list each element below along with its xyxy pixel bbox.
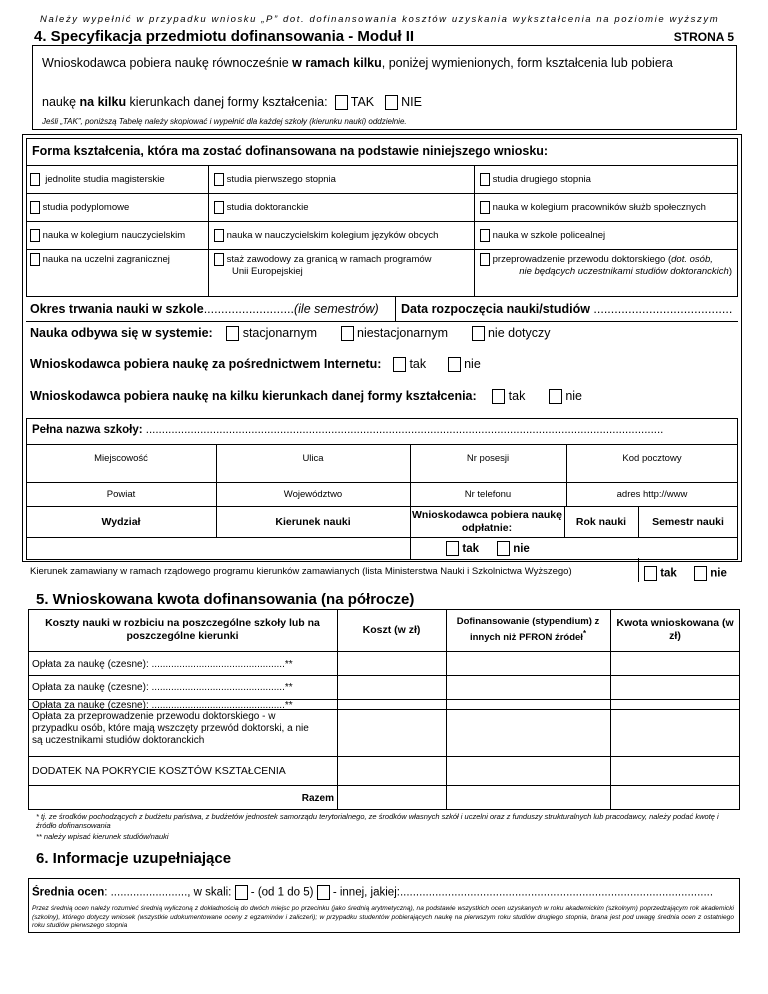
koszty-header: Koszty nauki w rozbiciu na poszczególne szkoły lub na poszczególne kierunki: [45, 617, 320, 642]
intro-line-2: [42, 95, 422, 110]
checkbox[interactable]: [214, 229, 224, 242]
option-label: niestacjonarnym: [357, 326, 449, 340]
option-label: studia podyplomowe: [42, 202, 130, 213]
data-rozp-field[interactable]: ........................................: [589, 302, 733, 316]
powiat-header: Powiat: [106, 488, 136, 500]
forma-title: Forma kształcenia, która ma zostać dofinansowana na podstawie niniejszego wniosku:: [32, 144, 549, 158]
option-label: studia drugiego stopnia: [492, 174, 591, 185]
forma-option[interactable]: [30, 194, 129, 221]
section-title: 4. Specyfikacja przedmiotu dofinansowania - Moduł II: [34, 28, 415, 45]
skala-inna-text: - innej, jakiej:..................................................................................................: [329, 886, 714, 899]
forma-option-staz[interactable]: [214, 253, 472, 277]
option-label: nauka w kolegium nauczycielskim: [42, 230, 186, 241]
internet-label: Wnioskodawca pobiera naukę za pośrednictwem Internetu:: [30, 357, 382, 371]
checkbox[interactable]: [480, 253, 490, 266]
intro-bold: na kilku: [79, 95, 127, 109]
forma-option-przewod-doktorski[interactable]: [480, 253, 736, 277]
checkbox[interactable]: [214, 201, 224, 214]
data-rozpoczecia: [401, 302, 732, 316]
forma-option[interactable]: [214, 222, 438, 249]
forma-option[interactable]: [480, 222, 605, 249]
srednia-row: [32, 885, 738, 900]
oplata-row-3: Opłata za naukę (czesne): ................................................**: [32, 699, 293, 711]
adres-www-header: adres http://www: [616, 488, 688, 500]
option-label: studia pierwszego stopnia: [226, 174, 336, 185]
dofinansowanie-header: [446, 612, 610, 648]
forma-option[interactable]: [480, 194, 706, 221]
option-label: nauka w nauczycielskim kolegium języków obcych: [226, 230, 439, 241]
kilka-label: Wnioskodawca pobiera naukę na kilku kierunkach danej formy kształcenia:: [30, 389, 477, 403]
nie-label: NIE: [401, 95, 422, 109]
option-label: staż zawodowy za granicą w ramach programów: [226, 254, 432, 266]
zamawiany-options: [644, 566, 727, 581]
checkbox[interactable]: [480, 229, 490, 242]
okres-label: Okres trwania nauki w szkole: [30, 302, 204, 316]
odplatnie-options: [410, 538, 566, 559]
section-4-title: [34, 28, 734, 46]
option-label: stacjonarnym: [242, 326, 318, 340]
odplatnie-header: Wnioskodawca pobiera naukę odpłatnie:: [412, 509, 562, 534]
forma-option[interactable]: [214, 166, 336, 193]
kilka-tak-checkbox[interactable]: [492, 389, 505, 404]
skala-text: - (od 1 do 5): [247, 886, 314, 899]
intro-line-1: [42, 56, 732, 70]
option-label: dot. osób,: [671, 254, 713, 266]
dofinansowanie-header-text: Dofinansowanie (stypendium) z innych niż PFRON źródeł: [456, 615, 600, 644]
intro-text: , poniżej wymienionych, form kształcenia lub pobiera: [381, 56, 673, 70]
nr-telefonu-header: Nr telefonu: [464, 488, 512, 500]
tak-label: TAK: [350, 95, 375, 109]
tak-label: tak: [508, 389, 526, 403]
srednia-note: Przez średnią ocen należy rozumieć średnią wyliczoną z dokładnością do dwóch miejsc po przecinku (jako średnią arytmetyczną), na podstawie wszystkich ocen uzyskanych w roku akademickim (szkolnym) poprzedzającym rok akademicki (szkolny), którego dotyczy wniosek (wszystkie udokumentowane oceny z egzaminów i zaliczeń); w przypadku studentów pobierających naukę na pierwszym roku studiów drugiego stopnia, brana jest pod uwagę średnia ocen z ostatniego roku studiów pierwszego stopnia: [32, 905, 734, 929]
kilka-nie-checkbox[interactable]: [549, 389, 562, 404]
doktor-row: Opłata za przeprowadzenie przewodu doktorskiego - w przypadku osób, które mają wszczęty przewód doktorski, a nie są uczestnikami studiów doktoranckich: [32, 711, 309, 746]
odplatnie-nie-checkbox[interactable]: [497, 541, 510, 556]
skala-1-5-checkbox[interactable]: [235, 885, 248, 900]
checkbox[interactable]: [30, 253, 40, 266]
razem-row: Razem: [301, 792, 334, 804]
checkbox[interactable]: [214, 173, 224, 186]
okres-unit: (ile semestrów): [293, 302, 379, 316]
internet-tak-checkbox[interactable]: [393, 357, 406, 372]
rok-nauki-header: Rok nauki: [575, 516, 627, 528]
checkbox[interactable]: [30, 229, 40, 242]
srednia-text: : ........................, w skali:: [104, 886, 232, 899]
koszt-header: Koszt (w zł): [362, 624, 421, 636]
zamawiany-nie-checkbox[interactable]: [694, 566, 707, 581]
intro-note: Jeśli „TAK”, poniższą Tabelę należy skopiować i wypełnić dla każdej szkoły (kierunku nauki) oddzielnie.: [42, 117, 407, 126]
szkola-label: Pełna nazwa szkoły:: [32, 424, 143, 436]
niestacjonarnym-checkbox[interactable]: [341, 326, 354, 341]
option-label: nie dotyczy: [487, 326, 551, 340]
forma-option[interactable]: [214, 194, 309, 221]
internet-nie-checkbox[interactable]: [448, 357, 461, 372]
system-row: [30, 326, 551, 341]
internet-row: [30, 357, 481, 372]
szkola-field[interactable]: ..................................................................................................................................................................: [142, 424, 664, 436]
szkola-name-row: [32, 424, 736, 436]
checkbox[interactable]: [30, 201, 40, 214]
dodatek-row: DODATEK NA POKRYCIE KOSZTÓW KSZTAŁCENIA: [32, 765, 286, 777]
semestr-nauki-header: Semestr nauki: [652, 516, 724, 528]
forma-option[interactable]: [480, 166, 591, 193]
option-label: ): [728, 266, 732, 277]
miejscowosc-header: Miejscowość: [94, 452, 148, 464]
section-6-title: 6. Informacje uzupełniające: [36, 850, 232, 867]
tak-label: tak: [462, 542, 479, 555]
intro-tak-checkbox[interactable]: [335, 95, 348, 110]
okres-field[interactable]: ..........................: [203, 302, 294, 316]
nr-posesji-header: Nr posesji: [466, 452, 510, 464]
option-label: studia doktoranckie: [226, 202, 309, 213]
odplatnie-tak-checkbox[interactable]: [446, 541, 459, 556]
forma-option-uczelnia-zagraniczna[interactable]: [30, 253, 170, 266]
oplata-row-2: Opłata za naukę (czesne): ................................................**: [32, 681, 293, 693]
option-label: nauka w szkole policealnej: [492, 230, 606, 241]
option-label: przeprowadzenie przewodu doktorskiego (: [492, 254, 672, 266]
forma-option[interactable]: [30, 166, 165, 193]
nie-label: nie: [710, 567, 727, 580]
checkbox[interactable]: [30, 173, 40, 186]
section-5-title: 5. Wnioskowana kwota dofinansowania (na półrocze): [36, 591, 415, 608]
intro-bold: w ramach kilku: [292, 56, 382, 70]
zamawiany-tak-checkbox[interactable]: [644, 566, 657, 581]
nie-label: nie: [565, 389, 582, 403]
page-number: STRONA 5: [673, 30, 734, 44]
intro-text: Wnioskodawca pobiera naukę równocześnie: [42, 56, 293, 70]
checkbox[interactable]: [214, 253, 224, 266]
oplata-row-1: Opłata za naukę (czesne): ................................................**: [32, 658, 293, 670]
checkbox[interactable]: [480, 173, 490, 186]
srednia-label: Średnia ocen: [32, 886, 105, 899]
option-label: Unii Europejskiej: [232, 266, 303, 277]
tak-label: tak: [660, 567, 677, 580]
okres-trwania: [30, 302, 379, 316]
footnote-1: * tj. ze środków pochodzących z budżetu państwa, z budżetów jednostek samorządu terytorialnego, ze środków własnych szkół i uczelni oraz z funduszy strukturalnych lub pracodawcy, należy podać kwotę i źródło dofinansowania: [36, 812, 719, 830]
kod-pocztowy-header: Kod pocztowy: [622, 452, 682, 464]
option-label: nauka w kolegium pracowników służb społecznych: [492, 202, 706, 213]
option-label: jednolite studia magisterskie: [45, 174, 165, 185]
kilka-row: [30, 389, 582, 404]
kwota-wnioskowana-header: Kwota wnioskowana (w zł): [616, 617, 734, 642]
nie-label: nie: [513, 542, 530, 555]
system-label: Nauka odbywa się w systemie:: [30, 326, 213, 340]
ulica-header: Ulica: [302, 452, 324, 464]
skala-inna-checkbox[interactable]: [317, 885, 330, 900]
nie-label: nie: [464, 357, 481, 371]
nie-dotyczy-checkbox[interactable]: [472, 326, 485, 341]
intro-nie-checkbox[interactable]: [385, 95, 398, 110]
option-label: nauka na uczelni zagranicznej: [42, 254, 170, 266]
footnote-2: ** należy wpisać kierunek studiów/nauki: [36, 832, 169, 841]
checkbox[interactable]: [480, 201, 490, 214]
footnote-star: *: [582, 628, 587, 638]
data-rozp-label: Data rozpoczęcia nauki/studiów: [401, 302, 590, 316]
tak-label: tak: [409, 357, 427, 371]
intro-text: naukę: [42, 95, 80, 109]
wydzial-header: Wydział: [101, 516, 141, 528]
wojewodztwo-header: Województwo: [283, 488, 343, 500]
stacjonarnym-checkbox[interactable]: [226, 326, 239, 341]
zamawiany-label: Kierunek zamawiany w ramach rządowego programu kierunków zamawianych (lista Ministerstwa Nauki i Szkolnictwa Wyższego): [30, 566, 572, 577]
forma-option[interactable]: [30, 222, 185, 249]
intro-text: kierunkach danej formy kształcenia:: [126, 95, 328, 109]
kierunek-header: Kierunek nauki: [275, 516, 351, 528]
form-note: Należy wypełnić w przypadku wniosku „P” dot. dofinansowania kosztów uzyskania wykształcenia na poziomie wyższym: [40, 14, 720, 25]
option-label: nie będących uczestnikami studiów doktoranckich: [519, 266, 729, 277]
